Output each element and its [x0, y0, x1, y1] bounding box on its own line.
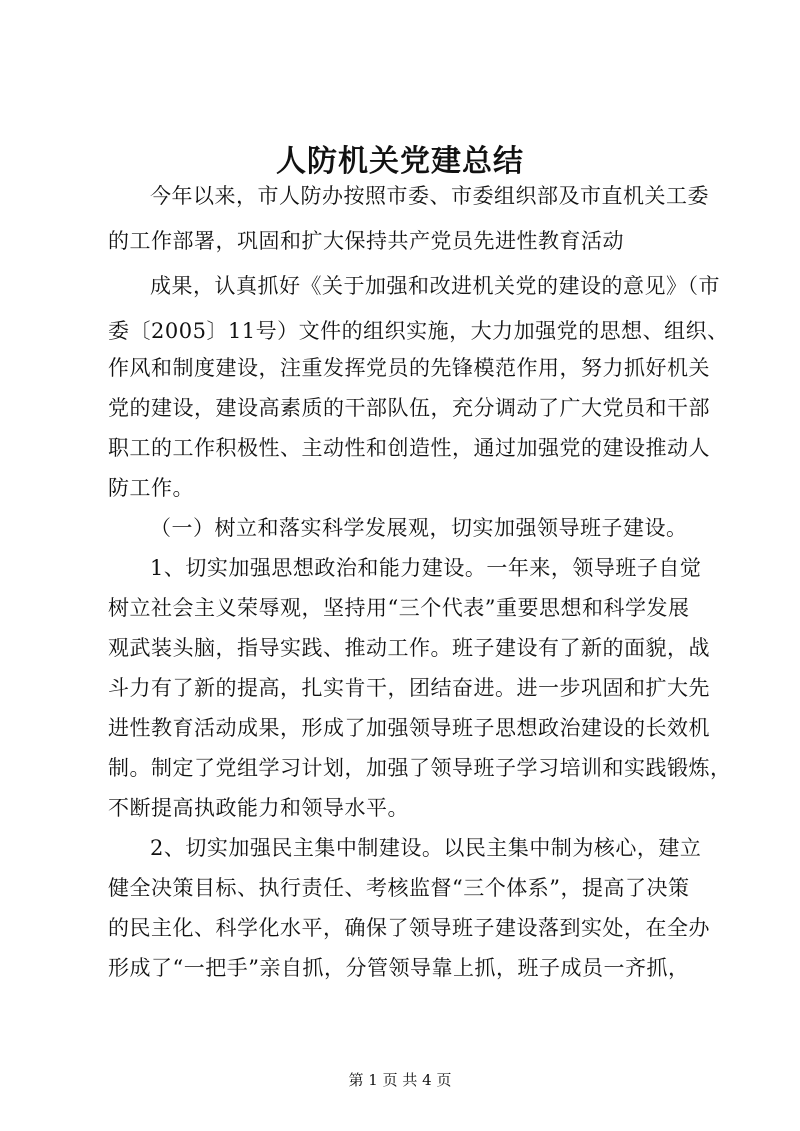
text-line: 成果，认真抓好《关于加强和改进机关党的建设的意见》（市: [150, 274, 720, 298]
text-line: 的工作部署，巩固和扩大保持共产党员先进性教育活动: [108, 229, 624, 253]
text-line: 职工的工作积极性、主动性和创造性，通过加强党的建设推动人: [108, 436, 710, 460]
text-line: 健全决策目标、执行责任、考核监督“三个体系”，提高了决策: [108, 876, 690, 900]
text-line: 1、切实加强思想政治和能力建设。一年来，领导班子自觉: [150, 556, 702, 580]
text-line: 党的建设，建设高素质的干部队伍，充分调动了广大党员和干部: [108, 396, 710, 420]
text-line: 的民主化、科学化水平，确保了领导班子建设落到实处，在全办: [108, 916, 710, 940]
text-line: 斗力有了新的提高，扎实肯干，团结奋进。进一步巩固和扩大先: [108, 676, 710, 700]
text-line: 委〔2005〕11号）文件的组织实施，大力加强党的思想、组织、: [108, 319, 729, 343]
text-line: 不断提高执政能力和领导水平。: [108, 796, 409, 820]
page-title: 人防机关党建总结: [276, 144, 524, 179]
text-line: 今年以来，市人防办按照市委、市委组织部及市直机关工委: [150, 184, 709, 208]
page-number-footer: 第 1 页 共 4 页: [348, 1071, 452, 1089]
text-line: 形成了“一把手”亲自抓，分管领导靠上抓，班子成员一齐抓，: [108, 956, 690, 980]
text-line: 制。制定了党组学习计划，加强了领导班子学习培训和实践锻炼，: [108, 756, 732, 780]
text-line: 防工作。: [108, 476, 194, 500]
text-line: 2、切实加强民主集中制建设。以民主集中制为核心，建立: [150, 836, 702, 860]
text-line: 进性教育活动成果，形成了加强领导班子思想政治建设的长效机: [108, 716, 710, 740]
section-heading: （一）树立和落实科学发展观，切实加强领导班子建设。: [150, 516, 688, 540]
text-line: 树立社会主义荣辱观，坚持用“三个代表”重要思想和科学发展: [108, 596, 690, 620]
text-line: 观武装头脑，指导实践、推动工作。班子建设有了新的面貌，战: [108, 636, 710, 660]
text-line: 作风和制度建设，注重发挥党员的先锋模范作用，努力抓好机关: [108, 356, 710, 380]
